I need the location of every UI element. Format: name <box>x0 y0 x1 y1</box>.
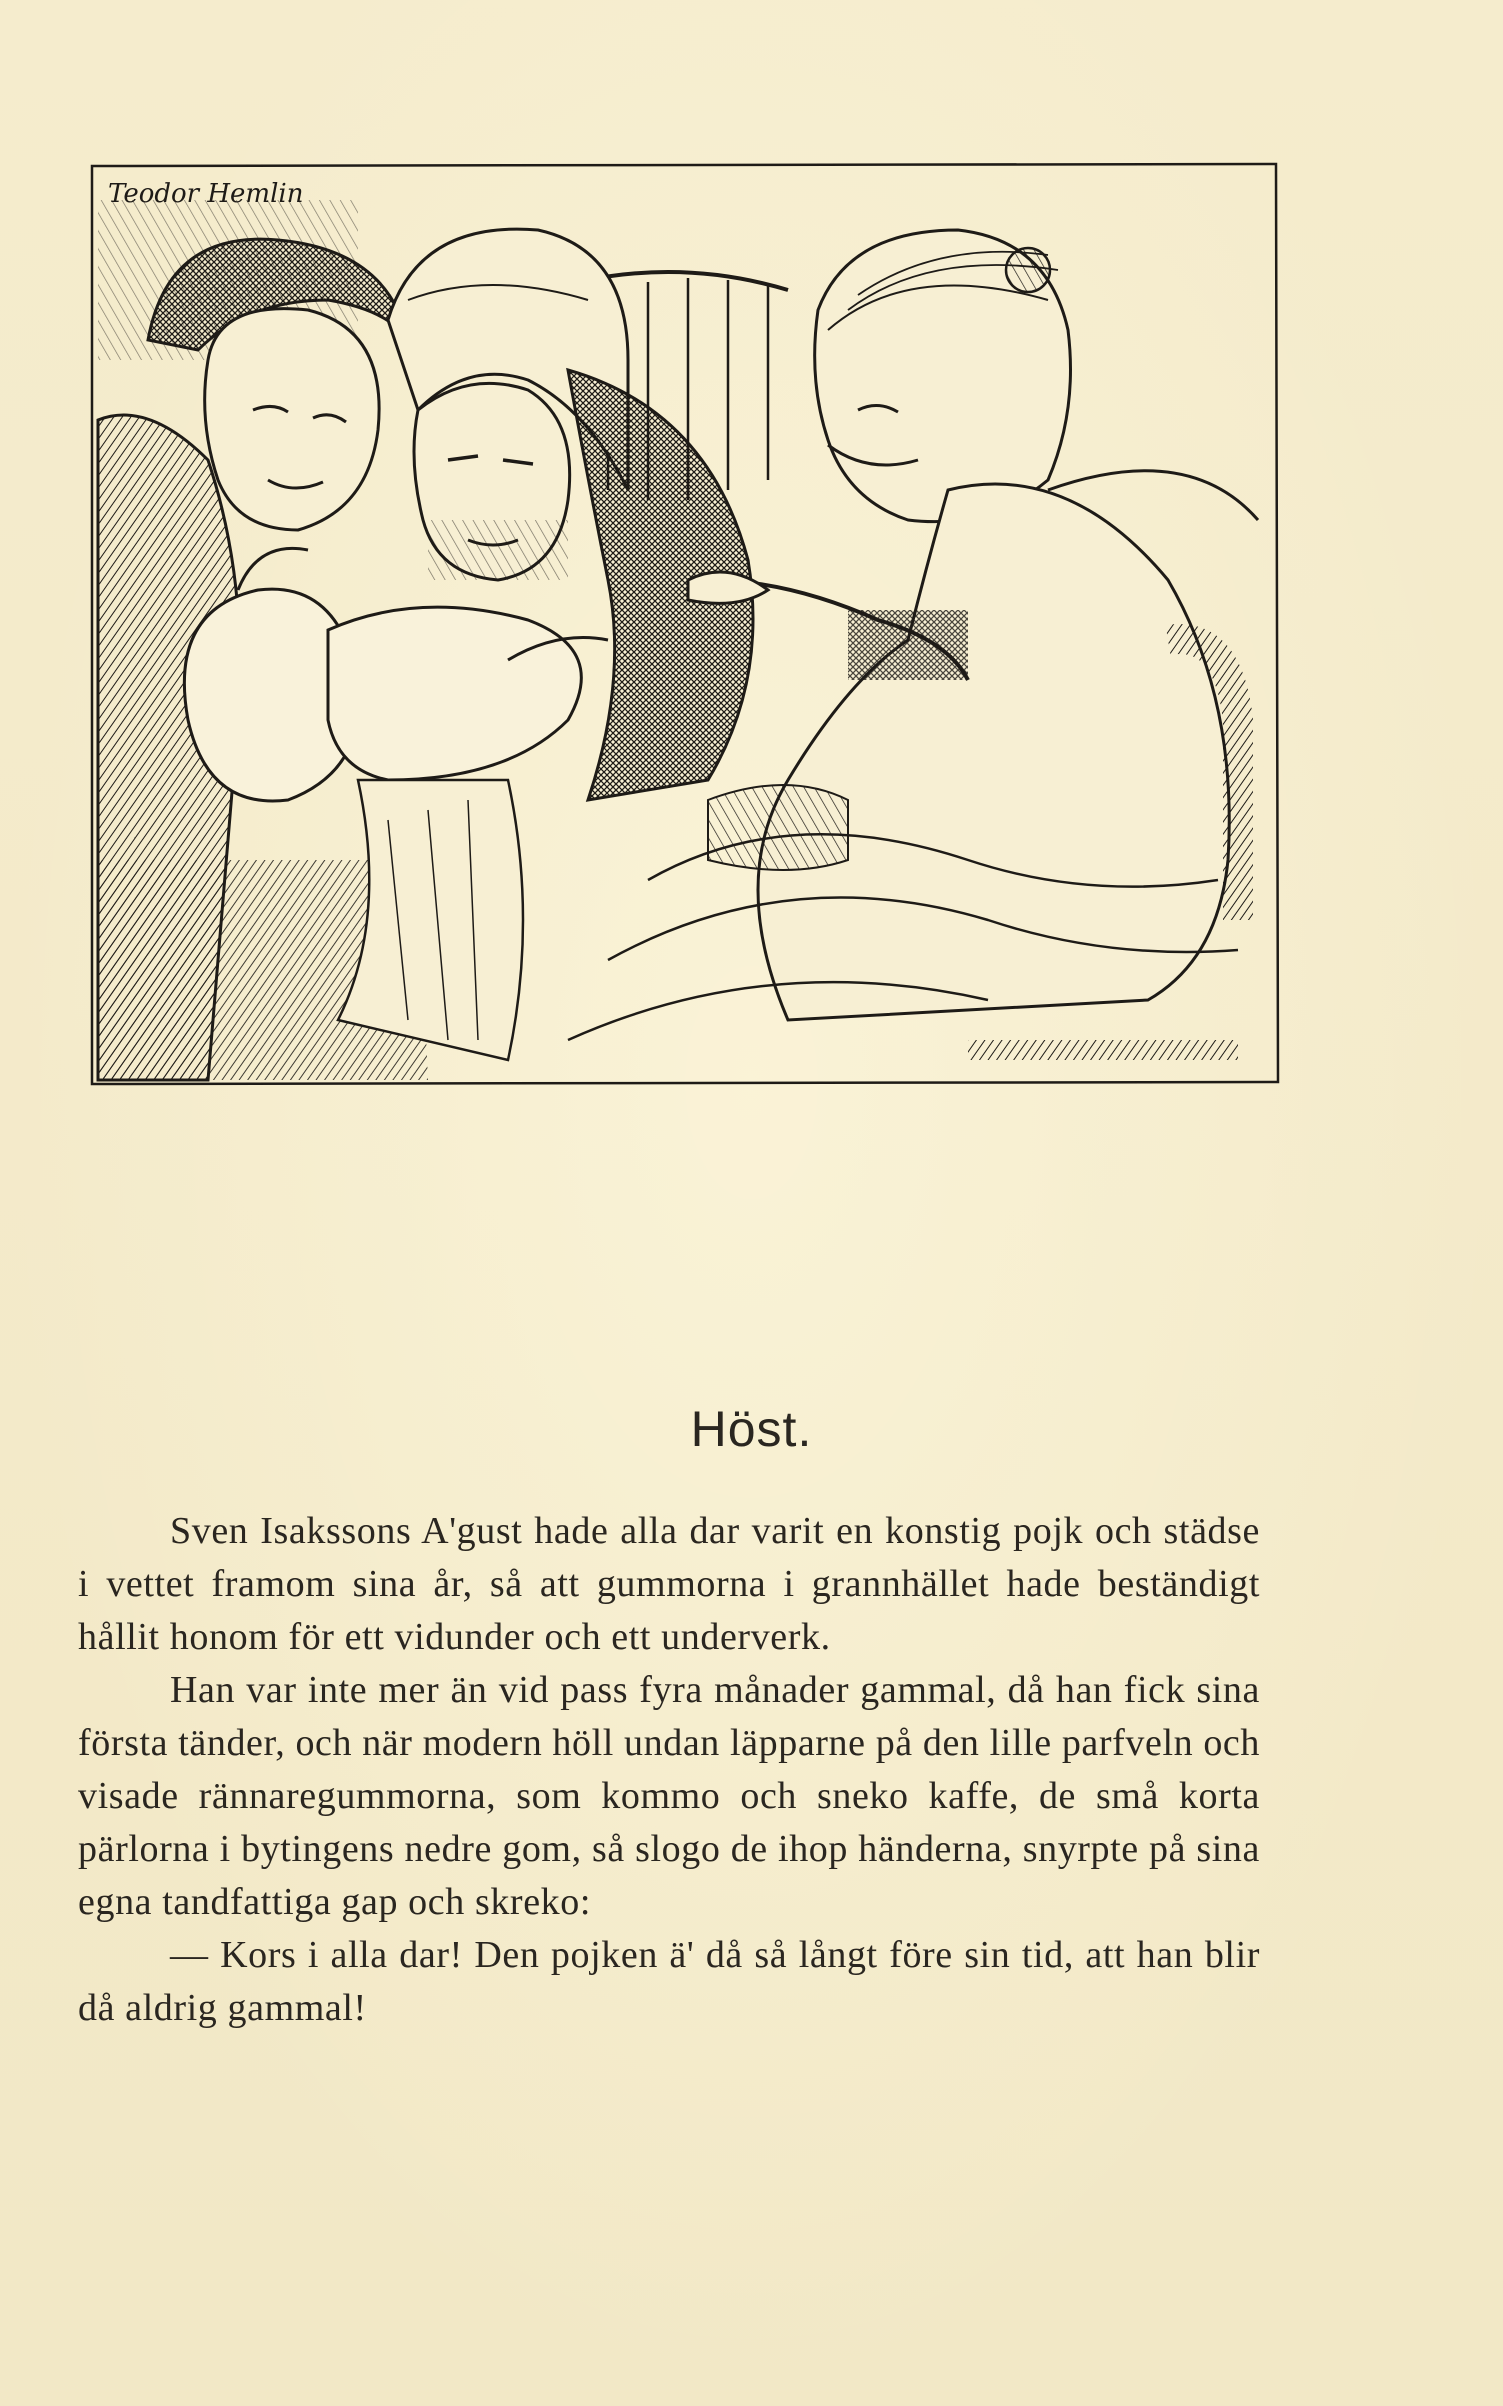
artist-signature: Teodor Hemlin <box>108 179 304 209</box>
ink-drawing <box>88 160 1280 1088</box>
paragraph-2: Han var inte mer än vid pass fyra månader gammal, då han fick sina första tänder, och när modern höll undan läpparne på den lille parfveln och visade rännaregummorna, som kommo och sneko kaffe, de små korta pärlorna i bytingens nedre gom, så slogo de ihop händerna, snyrpte på sina egna tandfattiga gap och skreko: <box>78 1669 1260 1923</box>
body-text <box>78 1505 1260 2035</box>
illustration <box>88 160 1280 1088</box>
chapter-title: Höst. <box>690 1401 813 1457</box>
paragraph-1: Sven Isakssons A'gust hade alla dar varit en konstig pojk och städse i vettet framom sina år, så att gummorna i grannhället hade beständigt hållit honom för ett vidunder och ett underverk. <box>78 1510 1260 1658</box>
paragraph-3: — Kors i alla dar! Den pojken ä' då så långt före sin tid, att han blir då aldrig gammal! <box>78 1934 1260 2029</box>
